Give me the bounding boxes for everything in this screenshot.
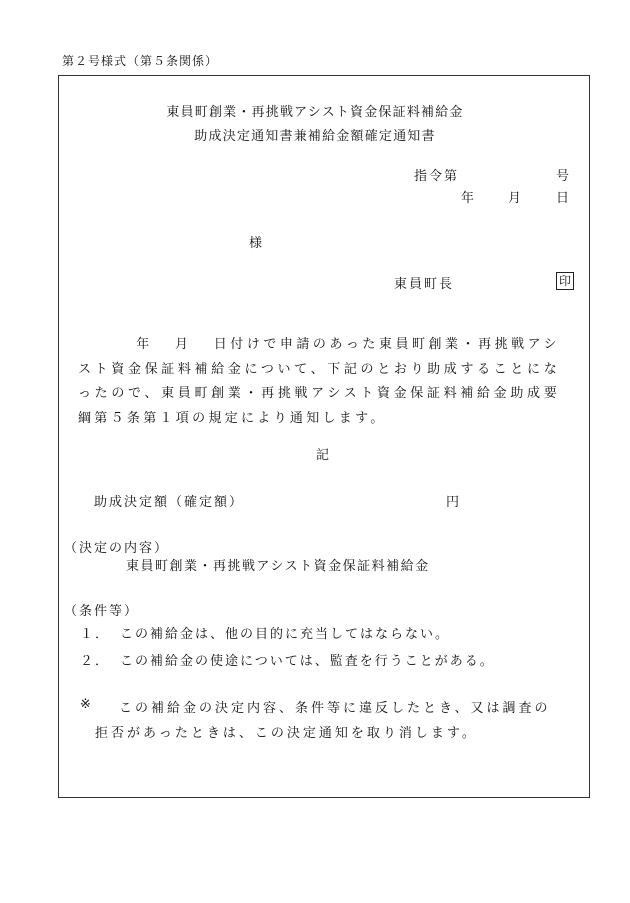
seal-mark: 印 (556, 272, 574, 290)
body-year: 年 (136, 337, 153, 352)
conditions-heading: （条件等） (64, 604, 140, 619)
body-month: 月 (174, 337, 192, 352)
form-number: 第２号様式（第５条関係） (62, 54, 219, 68)
decision-heading: （決定の内容） (64, 541, 170, 556)
document-title-line2: 助成決定通知書兼補給金額確定通知書 (194, 129, 436, 144)
date-year: 年 (461, 191, 477, 206)
note-mark: ※ (80, 697, 93, 712)
addressee-suffix: 様 (249, 236, 265, 251)
document-number-prefix: 指令第 (414, 169, 460, 184)
body-text: 日付けで申請のあった東員町創業・再挑戦アシスト資金保証料補給金について、下記のとおり助成することになったので、東員町創業・再挑戦アシスト資金保証料補給金助成要綱第５条第１項の規定により通知します。 (78, 337, 560, 426)
document-number-suffix: 号 (556, 169, 572, 184)
amount-unit: 円 (446, 495, 462, 510)
condition-text: この補給金は、他の目的に充当してはならない。 (120, 627, 451, 642)
issuer-title: 東員町長 (394, 277, 455, 292)
notification-body (78, 333, 560, 431)
note-text: この補給金の決定内容、条件等に違反したとき、又は調査の拒否があったときは、この決定通知を取り消します。 (95, 701, 551, 741)
document-frame (58, 75, 590, 798)
ki-heading: 記 (316, 448, 332, 463)
date-day: 日 (556, 191, 572, 206)
document-title-line1: 東員町創業・再挑戦アシスト資金保証料補給金 (166, 105, 464, 120)
condition-text: この補給金の使途については、監査を行うことがある。 (120, 654, 495, 669)
amount-label: 助成決定額（確定額） (94, 495, 245, 510)
condition-number: １． (80, 627, 111, 642)
decision-content: 東員町創業・再挑戦アシスト資金保証料補給金 (126, 559, 430, 574)
date-month: 月 (508, 191, 524, 206)
condition-number: ２． (80, 654, 111, 669)
